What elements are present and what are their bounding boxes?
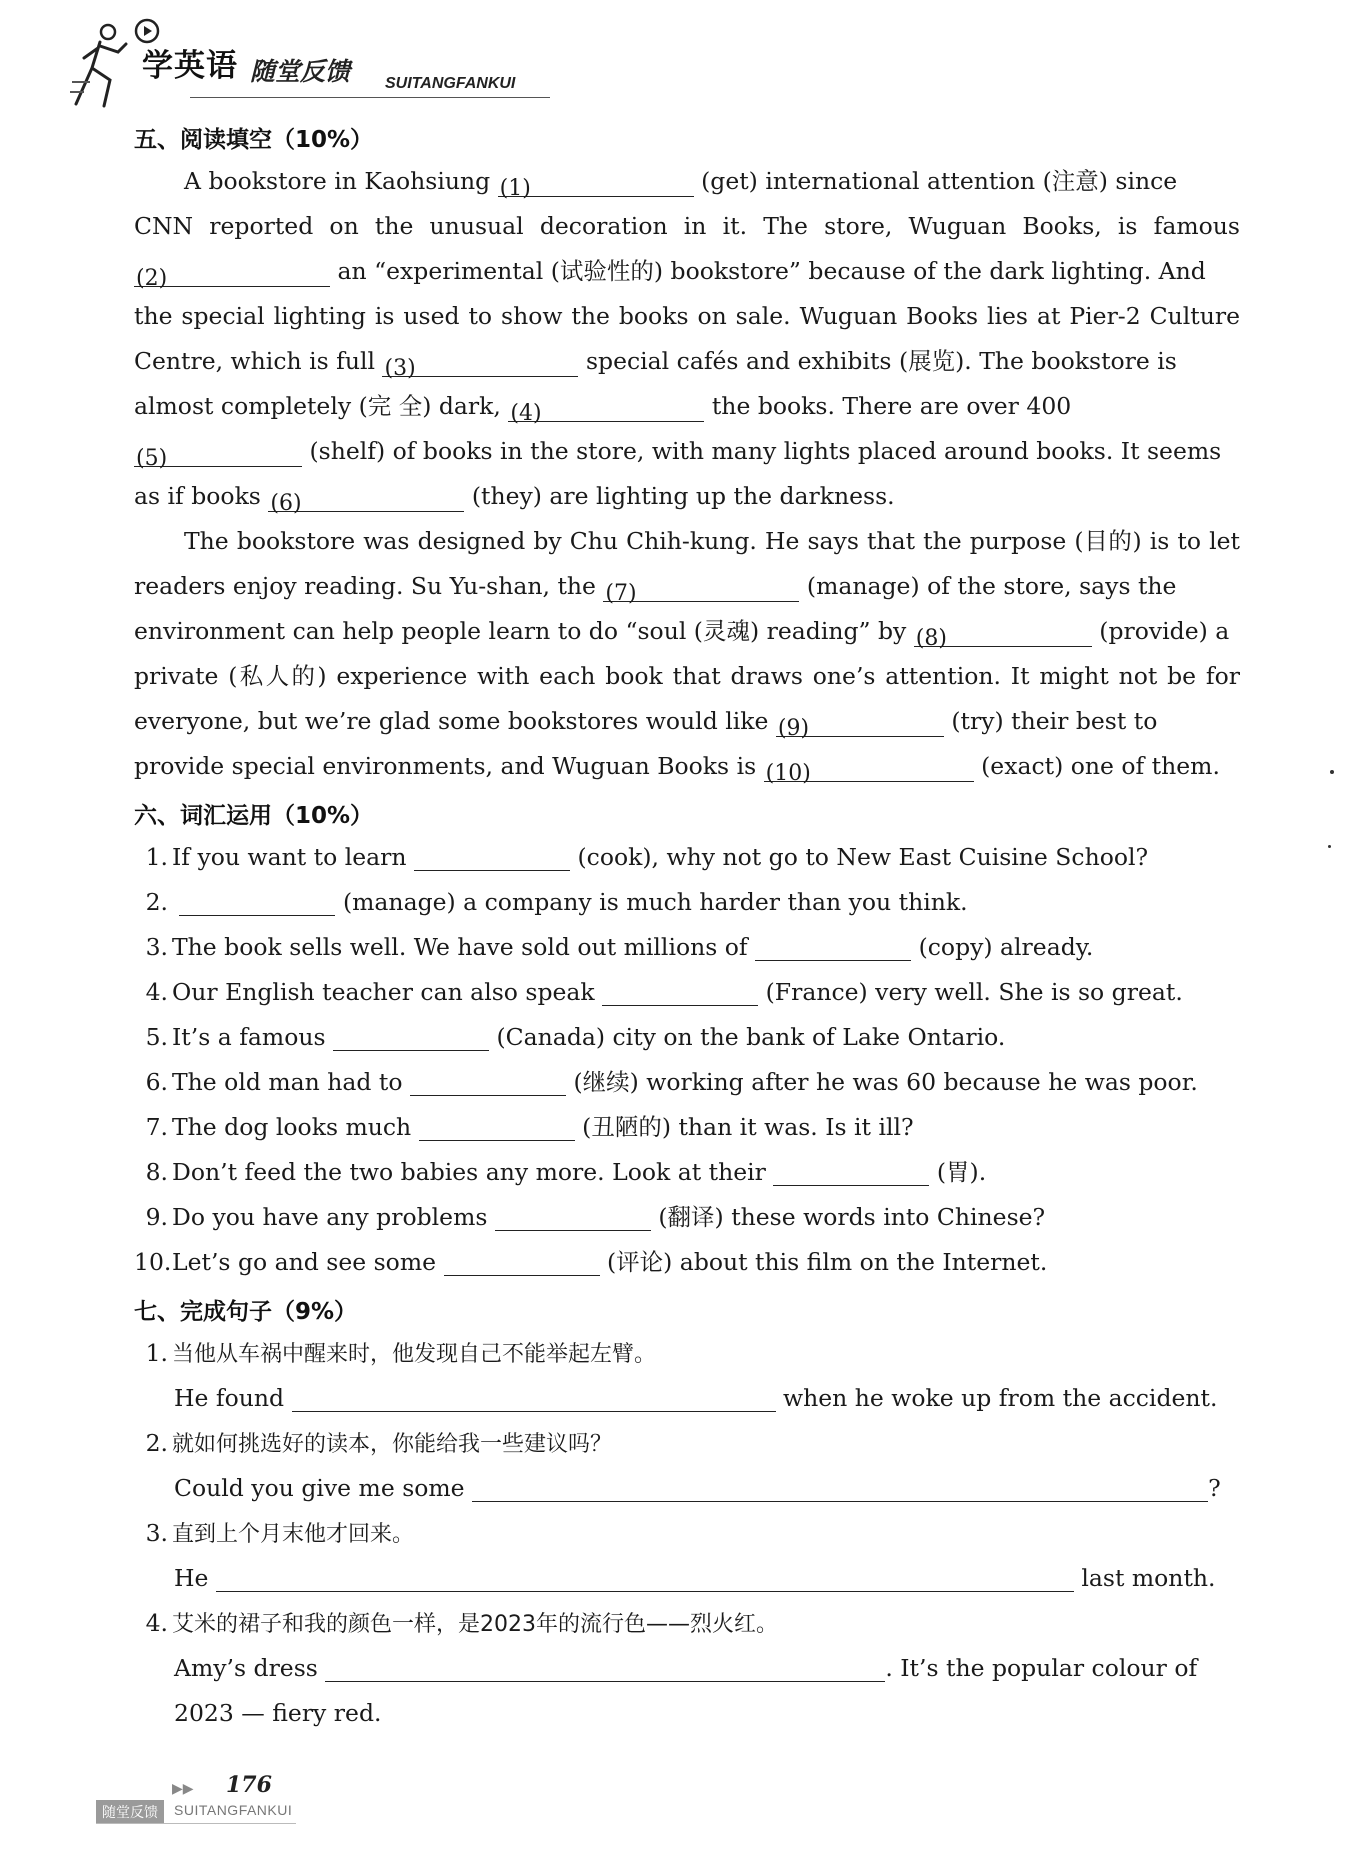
passage-text: Centre, which is full <box>134 347 375 375</box>
passage-text: (manage) of the store, says the <box>806 572 1177 600</box>
passage-text: A bookstore in Kaohsiung <box>184 167 491 195</box>
passage-text: provide special environments, and Wuguan Books is <box>134 752 757 780</box>
answer-blank[interactable]: (9) <box>776 710 944 737</box>
passage-text: readers enjoy reading. Su Yu-shan, the <box>134 572 596 600</box>
vocab-item: 8. Don’t feed the two babies any more. Look at their (胃). <box>145 1158 987 1186</box>
header-logo <box>70 18 550 108</box>
margin-mark <box>1328 845 1331 848</box>
vocab-item: 7. The dog looks much (丑陋的) than it was. Is it ill? <box>145 1113 914 1141</box>
logo-latin: SUITANGFANKUI <box>385 75 516 92</box>
passage-line <box>134 704 1240 741</box>
passage-text: everyone, but we’re glad some bookstores would like <box>134 707 769 735</box>
passage-text: (they) are lighting up the darkness. <box>471 482 895 510</box>
vocab-item: 1. If you want to learn (cook), why not go to New East Cuisine School? <box>145 843 1149 871</box>
page-arrow-icon: ▶▶ <box>172 1781 194 1797</box>
answer-blank[interactable]: (6) <box>268 485 464 512</box>
answer-blank[interactable] <box>495 1204 651 1231</box>
section-5-title: 五、阅读填空（10%） <box>134 127 374 153</box>
passage-line <box>134 614 1240 651</box>
margin-mark <box>1330 770 1334 774</box>
answer-blank[interactable]: (1) <box>498 170 694 197</box>
translation-answer-line: He found when he woke up from the accident. <box>174 1384 1218 1412</box>
answer-blank[interactable] <box>325 1655 885 1682</box>
vocab-item: 5. It’s a famous (Canada) city on the bank of Lake Ontario. <box>145 1023 1006 1051</box>
vocab-item: 2. (manage) a company is much harder than you think. <box>145 888 968 916</box>
answer-blank[interactable]: (10) <box>764 755 974 782</box>
passage-text: almost completely (完 全) dark, <box>134 392 501 420</box>
answer-blank[interactable] <box>179 889 335 916</box>
passage-text: (provide) a <box>1099 617 1230 645</box>
passage-line <box>134 479 1240 516</box>
page-number: 176 <box>226 1772 272 1798</box>
passage-text: environment can help people learn to do “soul (灵魂) reading” by <box>134 617 907 645</box>
translation-prompt: 4. 艾米的裙子和我的颜色一样，是2023年的流行色——烈火红。 <box>145 1609 778 1637</box>
vocab-item: 10.Let’s go and see some (评论) about this film on the Internet. <box>134 1248 1048 1276</box>
answer-blank[interactable]: (3) <box>382 350 578 377</box>
vocab-item: 9. Do you have any problems (翻译) these words into Chinese? <box>145 1203 1046 1231</box>
passage-line <box>134 254 1240 291</box>
passage-line <box>134 434 1240 471</box>
answer-blank[interactable] <box>216 1565 1074 1592</box>
passage-line: private (私人的) experience with each book that draws one’s attention. It might not be for <box>134 662 1240 690</box>
vocab-item: 6. The old man had to (继续) working after he was 60 because he was poor. <box>145 1068 1198 1096</box>
passage-line <box>184 164 1240 201</box>
passage-line <box>134 749 1240 786</box>
translation-answer-line: 2023 — fiery red. <box>174 1699 382 1727</box>
footer-tag: 随堂反馈 <box>96 1800 164 1824</box>
passage-line <box>134 344 1240 381</box>
answer-blank[interactable]: (8) <box>914 620 1092 647</box>
passage-line: the special lighting is used to show the books on sale. Wuguan Books lies at Pier-2 Culture <box>134 302 1240 330</box>
answer-blank[interactable] <box>773 1159 929 1186</box>
vocab-item: 4. Our English teacher can also speak (France) very well. She is so great. <box>145 978 1183 1006</box>
vocab-item: 3. The book sells well. We have sold out millions of (copy) already. <box>145 933 1094 961</box>
passage-text: (exact) one of them. <box>981 752 1220 780</box>
answer-blank[interactable] <box>472 1475 1208 1502</box>
translation-prompt: 1. 当他从车祸中醒来时，他发现自己不能举起左臂。 <box>145 1339 657 1367</box>
passage-text: the books. There are over 400 <box>711 392 1072 420</box>
answer-blank[interactable] <box>419 1114 575 1141</box>
answer-blank[interactable] <box>755 934 911 961</box>
answer-blank[interactable]: (2) <box>134 260 330 287</box>
answer-blank[interactable] <box>414 844 570 871</box>
translation-prompt: 3. 直到上个月末他才回来。 <box>145 1519 415 1547</box>
passage-text: (get) international attention (注意) since <box>701 167 1178 195</box>
passage-line <box>134 569 1240 606</box>
answer-blank[interactable] <box>602 979 758 1006</box>
answer-blank[interactable]: (7) <box>603 575 799 602</box>
answer-blank[interactable] <box>444 1249 600 1276</box>
translation-answer-line: Amy’s dress . It’s the popular colour of <box>174 1654 1198 1682</box>
passage-line <box>134 389 1240 426</box>
footer-divider <box>96 1823 296 1824</box>
answer-blank[interactable] <box>410 1069 566 1096</box>
answer-blank[interactable]: (4) <box>508 395 704 422</box>
translation-answer-line: Could you give me some ? <box>174 1474 1221 1502</box>
passage-text: (try) their best to <box>951 707 1158 735</box>
translation-answer-line: He last month. <box>174 1564 1216 1592</box>
runner-icon <box>70 22 140 108</box>
passage-line: The bookstore was designed by Chu Chih-kung. He says that the purpose (目的) is to let <box>184 527 1240 555</box>
section-6-title: 六、词汇运用（10%） <box>134 803 374 829</box>
passage-line: CNN reported on the unusual decoration in it. The store, Wuguan Books, is famous <box>134 212 1240 240</box>
answer-blank[interactable] <box>292 1385 776 1412</box>
logo-title: 学英语 <box>142 48 238 84</box>
passage-text: (shelf) of books in the store, with many lights placed around books. It seems <box>309 437 1222 465</box>
passage-text: as if books <box>134 482 261 510</box>
answer-blank[interactable] <box>333 1024 489 1051</box>
passage-text: special cafés and exhibits (展览). The bookstore is <box>585 347 1177 375</box>
section-7-title: 七、完成句子（9%） <box>134 1299 358 1325</box>
header-divider <box>190 97 550 98</box>
translation-prompt: 2. 就如何挑选好的读本，你能给我一些建议吗？ <box>145 1429 613 1457</box>
footer-latin: SUITANGFANKUI <box>174 1802 293 1818</box>
passage-text: an “experimental (试验性的) bookstore” because of the dark lighting. And <box>337 257 1206 285</box>
answer-blank[interactable]: (5) <box>134 440 302 467</box>
logo-subtitle: 随堂反馈 <box>250 57 351 86</box>
